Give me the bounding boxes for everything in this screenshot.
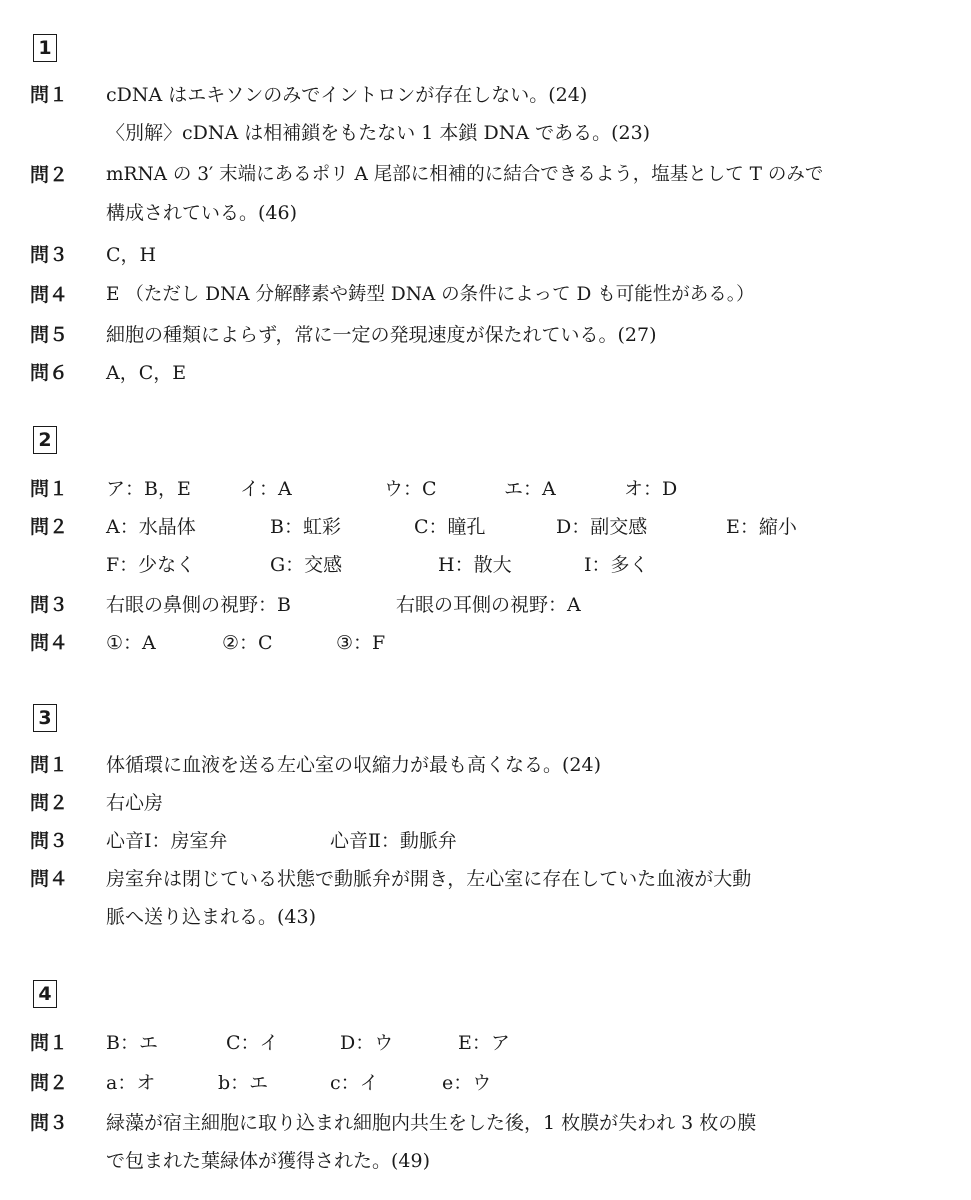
- answer-item: H：散大: [438, 554, 512, 576]
- answer-item: ウ：C: [384, 478, 437, 500]
- section-3-number-box: [33, 704, 57, 732]
- answer-item: イ：A: [240, 478, 292, 500]
- section-number: 4: [38, 983, 52, 1005]
- answer-item: D：副交感: [556, 516, 648, 538]
- section-number: 3: [38, 707, 52, 729]
- question-label: 問１: [30, 754, 69, 776]
- section-number: 2: [38, 429, 52, 451]
- question-label: 問２: [30, 1072, 69, 1094]
- answer-item: F：少なく: [106, 554, 196, 576]
- answer-item: I：多く: [584, 554, 649, 576]
- answer-line: E （ただし DNA 分解酵素や鋳型 DNA の条件によって D も可能性がある。）: [106, 284, 755, 305]
- answer-item: ②：C: [222, 632, 273, 654]
- answer-item: ①：A: [106, 632, 156, 654]
- question-label: 問５: [30, 324, 69, 346]
- answer-item: C：イ: [226, 1032, 279, 1054]
- answer-line: C，H: [106, 244, 157, 266]
- question-label: 問２: [30, 164, 69, 186]
- answer-item: B：虹彩: [270, 516, 341, 538]
- question-label: 問１: [30, 1032, 69, 1054]
- answer-line: 脈へ送り込まれる。(43): [106, 906, 317, 928]
- question-label: 問６: [30, 362, 69, 384]
- question-label: 問１: [30, 478, 69, 500]
- answer-alt-line: 〈別解〉cDNA は相補鎖をもたない 1 本鎖 DNA である。(23): [106, 122, 651, 144]
- question-label: 問２: [30, 792, 69, 814]
- answer-item: B：エ: [106, 1032, 158, 1054]
- question-label: 問３: [30, 1112, 69, 1134]
- answer-item: オ：D: [624, 478, 678, 500]
- answer-line: 細胞の種類によらず，常に一定の発現速度が保たれている。(27): [106, 324, 657, 346]
- answer-item: D：ウ: [340, 1032, 394, 1054]
- answer-line: 房室弁は閉じている状態で動脈弁が開き，左心室に存在していた血液が大動: [106, 868, 752, 890]
- question-label: 問４: [30, 868, 69, 890]
- question-label: 問２: [30, 516, 69, 538]
- answer-line: A，C，E: [106, 362, 187, 384]
- section-number: 1: [38, 37, 52, 59]
- answer-item: E：縮小: [726, 516, 797, 538]
- answer-line: 緑藻が宿主細胞に取り込まれ細胞内共生をした後，1 枚膜が失われ 3 枚の膜: [106, 1112, 757, 1134]
- answer-item: ③：F: [336, 632, 386, 654]
- question-label: 問４: [30, 632, 69, 654]
- answer-item: E：ア: [458, 1032, 510, 1054]
- question-label: 問４: [30, 284, 69, 306]
- question-label: 問３: [30, 244, 69, 266]
- answer-line: mRNA の 3′ 末端にあるポリ A 尾部に相補的に結合できるよう，塩基として T のみで: [106, 164, 824, 185]
- answer-item: C：瞳孔: [414, 516, 486, 538]
- question-label: 問３: [30, 830, 69, 852]
- section-2-number-box: [33, 426, 57, 454]
- section-4-number-box: [33, 980, 57, 1008]
- answer-item: エ：A: [504, 478, 556, 500]
- answer-line: 体循環に血液を送る左心室の収縮力が最も高くなる。(24): [106, 754, 602, 776]
- answer-item: a：オ: [106, 1072, 156, 1094]
- answer-item: b：エ: [218, 1072, 269, 1094]
- question-label: 問３: [30, 594, 69, 616]
- question-label: 問１: [30, 84, 69, 106]
- answer-item: e：ウ: [442, 1072, 492, 1094]
- section-1-number-box: [33, 34, 57, 62]
- answer-item: ア：B，E: [106, 478, 191, 500]
- answer-line: で包まれた葉緑体が獲得された。(49): [106, 1150, 431, 1172]
- answer-line: cDNA はエキソンのみでイントロンが存在しない。(24): [106, 84, 588, 106]
- answer-item: A：水晶体: [106, 516, 196, 538]
- answer-item: 心音Ⅱ：動脈弁: [330, 830, 457, 852]
- answer-item: 右眼の鼻側の視野：B: [106, 594, 291, 616]
- answer-item: 心音Ⅰ：房室弁: [106, 830, 228, 852]
- answer-item: G：交感: [270, 554, 343, 576]
- answer-item: 右眼の耳側の視野：A: [396, 594, 581, 616]
- answer-line: 右心房: [106, 792, 164, 814]
- answer-line: 構成されている。(46): [106, 202, 298, 224]
- answer-item: c：イ: [330, 1072, 379, 1094]
